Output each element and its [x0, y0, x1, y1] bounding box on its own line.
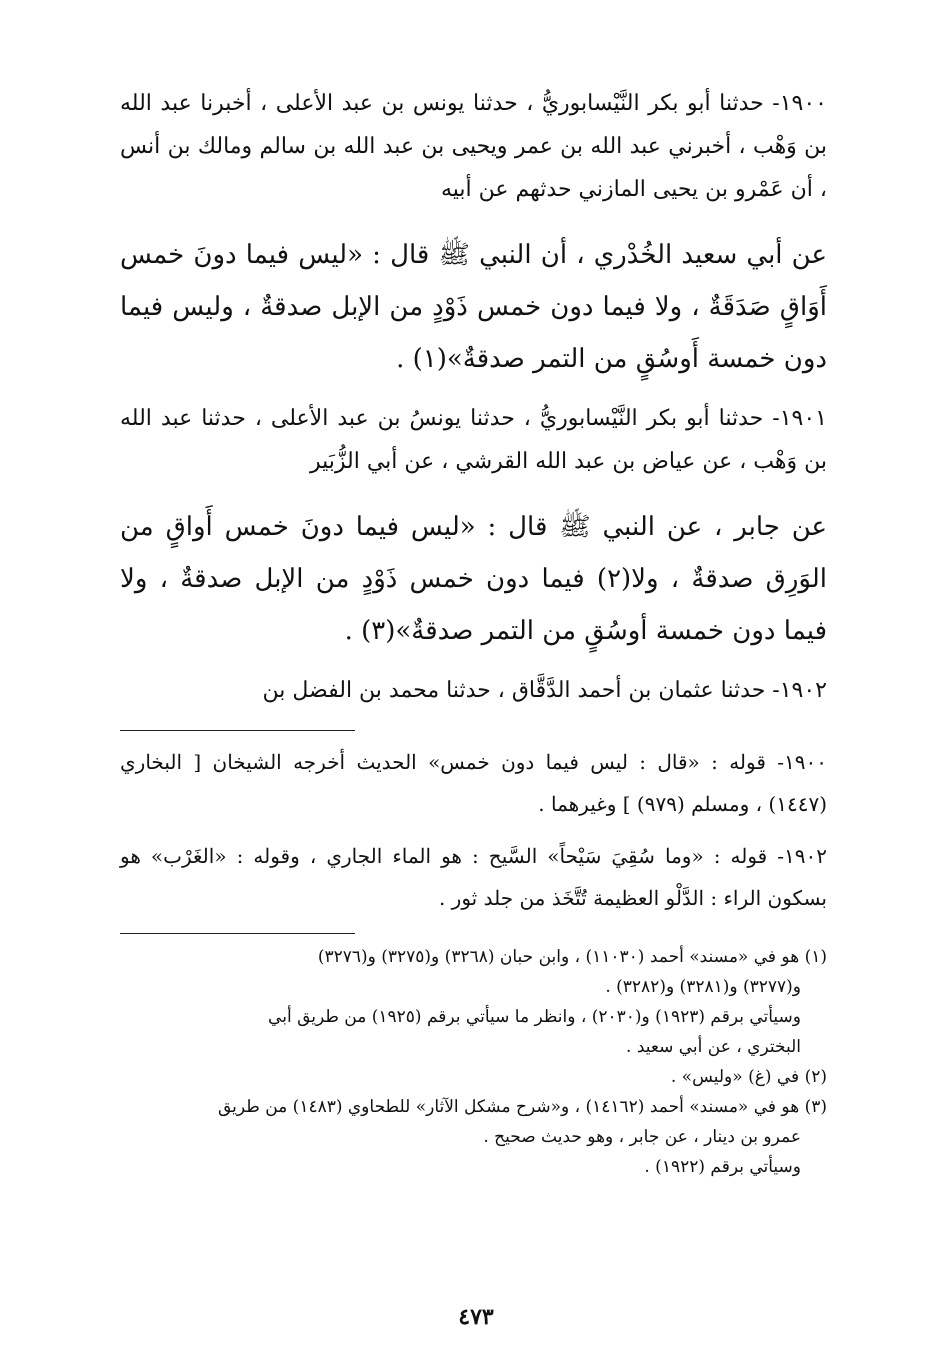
footnote-3-line-2: عمرو بن دينار ، عن جابر ، وهو حديث صحيح .: [483, 1127, 801, 1147]
hadith-1902-chain: ١٩٠٢- حدثنا عثمان بن أحمد الدَّقَّاق ، حدثنا محمد بن الفضل بن: [262, 678, 827, 703]
hadith-1901-chain: ١٩٠١- حدثنا أبو بكر النَّيْسابوريُّ ، حدثنا يونسُ بن عبد الأعلى ، حدثنا عبد الله بن وَهْب ، عن عياض بن عبد الله القرشي ، عن أبي الزُّبَير: [120, 406, 827, 474]
footnote-3-line-3: وسيأتي برقم (١٩٢٢) .: [644, 1157, 801, 1177]
footnotes: [120, 942, 827, 1182]
footnote-1-line-3: وسيأتي برقم (١٩٢٣) و(٢٠٣٠) ، وانظر ما سيأتي برقم (١٩٢٥) من طريق أبي: [268, 1007, 801, 1027]
hadith-1900-text: عن أبي سعيد الخُدْري ، أن النبي ﷺ قال : «ليس فيما دونَ خمس أَوَاقٍ صَدَقَةٌ ، ولا فيما دون خمس ذَوْدٍ من الإبل صدقةٌ ، وليس فيما دون خمسة أَوسُقٍ من التمر صدقةٌ»(١) .: [120, 240, 827, 374]
footnote-2: (٢) في (غ) «وليس» .: [670, 1067, 827, 1087]
hadith-1900-chain: ١٩٠٠- حدثنا أبو بكر النَّيْسابوريُّ ، حدثنا يونس بن عبد الأعلى ، أخبرنا عبد الله بن وَهْب ، أخبرني عبد الله بن عمر ويحيى بن عبد الله بن سالم ومالك بن أنس ، أن عَمْرو بن يحيى المازني حدثهم عن أبيه: [120, 91, 827, 202]
page-number: ٤٧٣: [458, 1304, 494, 1330]
hadith-1901-text: عن جابر ، عن النبي ﷺ قال : «ليس فيما دونَ خمس أَواقٍ من الوَرِق صدقةٌ ، ولا(٢) فيما دون خمس ذَوْدٍ من الإبل صدقةٌ ، ولا فيما دون خمسة أوسُقٍ من التمر صدقةٌ»(٣) .: [120, 512, 828, 646]
page-body: [120, 82, 827, 1328]
footnote-1-line-2: و(٣٢٧٧) و(٣٢٨١) و(٣٢٨٢) .: [605, 977, 801, 997]
footnotes-divider: [120, 933, 355, 934]
commentary-divider: [120, 730, 355, 731]
commentary-1900: ١٩٠٠- قوله : «قال : ليس فيما دون خمس» الحديث أخرجه الشيخان [ البخاري (١٤٤٧) ، ومسلم (٩٧٩) ] وغيرهما .: [120, 750, 827, 816]
footnote-1-line-1: (١) هو في «مسند» أحمد (١١٠٣٠) ، وابن حبان (٣٢٦٨) و(٣٢٧٥) و(٣٢٧٦): [317, 947, 827, 967]
footnote-3-line-1: (٣) هو في «مسند» أحمد (١٤١٦٢) ، و«شرح مشكل الآثار» للطحاوي (١٤٨٣) من طريق: [218, 1097, 827, 1117]
footnote-1-line-4: البختري ، عن أبي سعيد .: [626, 1037, 801, 1057]
commentary-1902: ١٩٠٢- قوله : «وما سُقِيَ سَيْحاً» السَّيح : هو الماء الجاري ، وقوله : «الغَرْب» هو بسكون الراء : الدَّلْو العظيمة تُتَّخَذ من جلد ثور .: [120, 844, 827, 910]
